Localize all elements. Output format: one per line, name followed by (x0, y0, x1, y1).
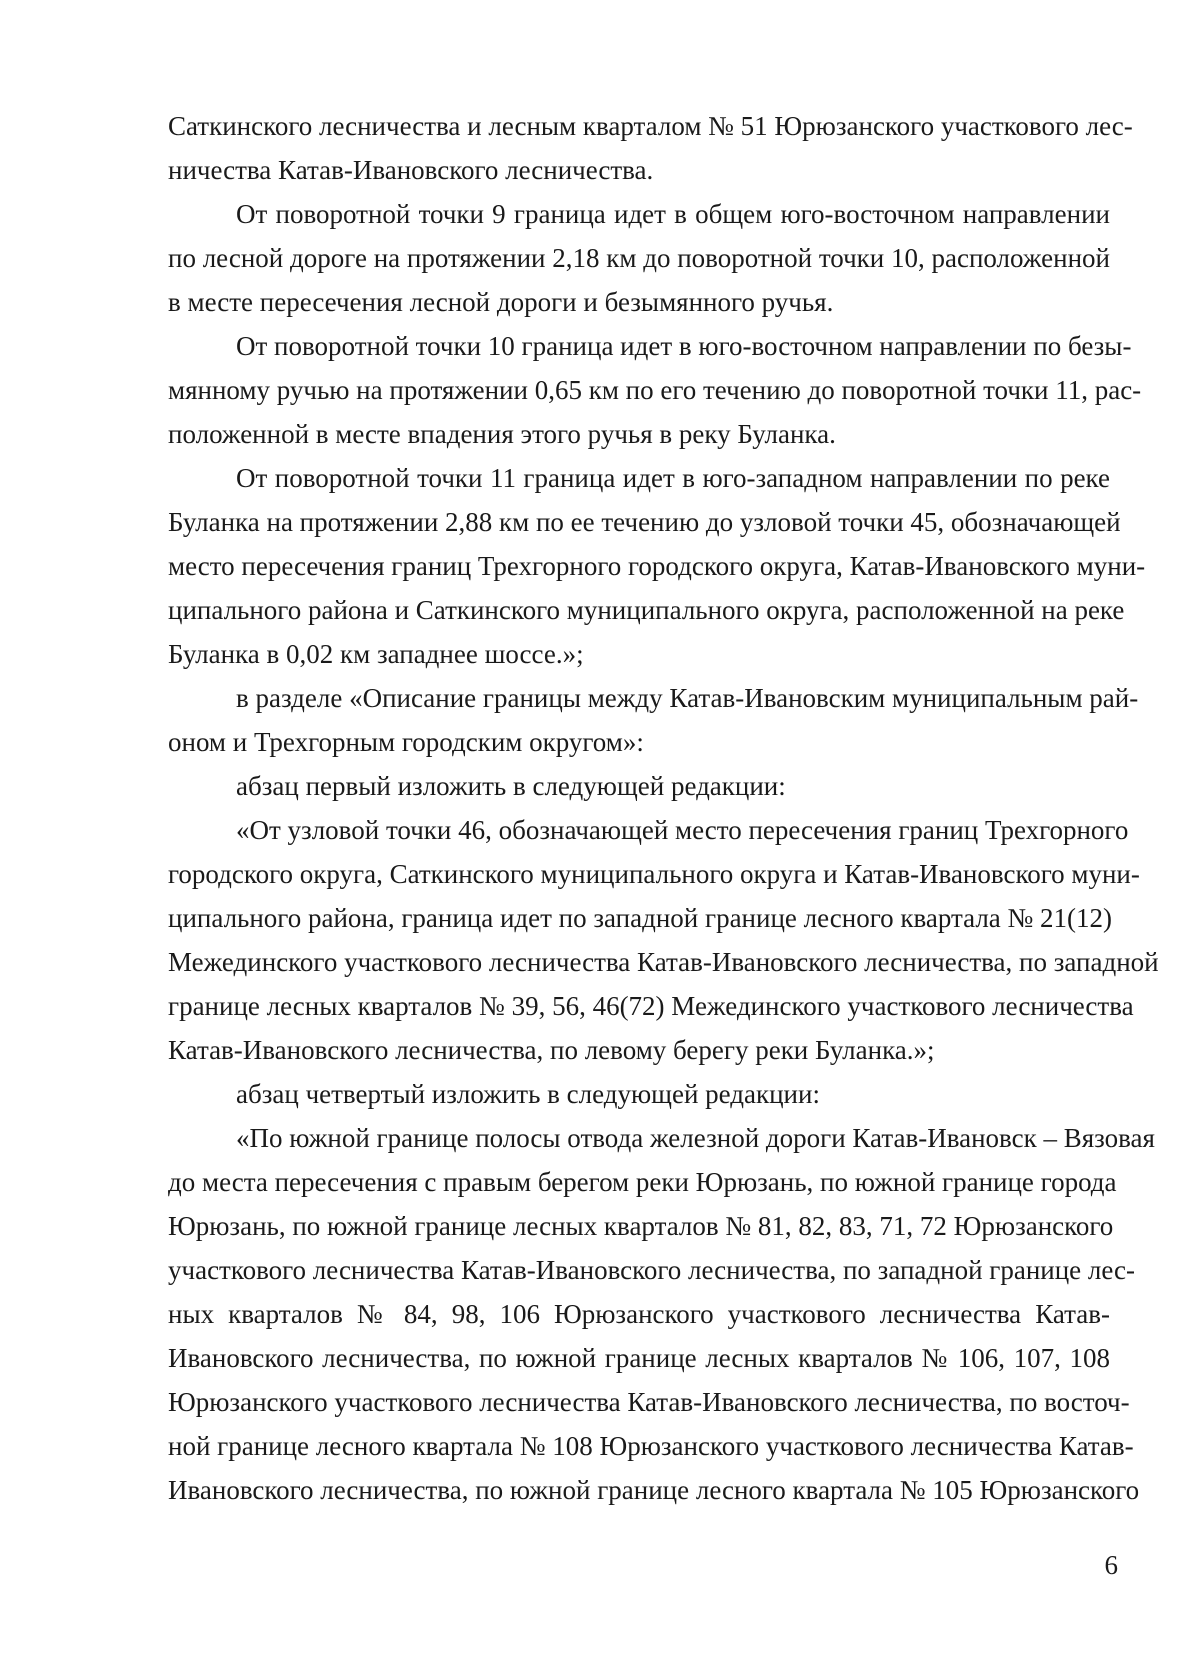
text-line: мянному ручью на протяжении 0,65 км по его течению до поворотной точки 11, рас- (168, 375, 1142, 405)
text-line: границе лесных кварталов № 39, 56, 46(72) Межединского участкового лесничества (168, 991, 1134, 1021)
text-line: Катав-Ивановского лесничества, по левому берегу реки Буланка.»; (168, 1035, 935, 1065)
text-line: в разделе «Описание границы между Катав-Ивановским муниципальным рай- (236, 683, 1139, 713)
text-line: абзац четвертый изложить в следующей редакции: (236, 1079, 820, 1109)
text-line: место пересечения границ Трехгорного городского округа, Катав-Ивановского муни- (168, 551, 1146, 581)
text-line: абзац первый изложить в следующей редакции: (236, 771, 786, 801)
text-line: участкового лесничества Катав-Ивановского лесничества, по западной границе лес- (168, 1255, 1136, 1285)
text-line: ных кварталов № 84, 98, 106 Юрюзанского участкового лесничества Катав- (168, 1299, 1110, 1329)
text-line: Ивановского лесничества, по южной границе лесного квартала № 105 Юрюзанского (168, 1475, 1140, 1505)
text-line: ципального района и Саткинского муниципального округа, расположенной на реке (168, 595, 1125, 625)
page-number: 6 (1104, 1550, 1118, 1580)
text-line: Межединского участкового лесничества Катав-Ивановского лесничества, по западной (168, 947, 1159, 977)
text-line: городского округа, Саткинского муниципального округа и Катав-Ивановского муни- (168, 859, 1140, 889)
text-line: Юрюзань, по южной границе лесных кварталов № 81, 82, 83, 71, 72 Юрюзанского (168, 1211, 1114, 1241)
text-line: оном и Трехгорным городским округом»: (168, 727, 644, 757)
text-line: Саткинского лесничества и лесным кварталом № 51 Юрюзанского участкового лес- (168, 111, 1133, 141)
text-line: до места пересечения с правым берегом реки Юрюзань, по южной границе города (168, 1167, 1117, 1197)
text-line: в месте пересечения лесной дороги и безымянного ручья. (168, 287, 834, 317)
text-line: по лесной дороге на протяжении 2,18 км до поворотной точки 10, расположенной (168, 243, 1110, 273)
text-line: положенной в месте впадения этого ручья в реку Буланка. (168, 419, 836, 449)
text-line: От поворотной точки 9 граница идет в общем юго-восточном направлении (236, 199, 1110, 229)
text-line: От поворотной точки 11 граница идет в юго-западном направлении по реке (236, 463, 1110, 493)
text-line: Ивановского лесничества, по южной границе лесных кварталов № 106, 107, 108 (168, 1343, 1110, 1373)
text-line: Буланка в 0,02 км западнее шоссе.»; (168, 639, 584, 669)
document-body (168, 104, 1159, 1512)
text-line: Юрюзанского участкового лесничества Катав-Ивановского лесничества, по восточ- (168, 1387, 1130, 1417)
text-line: Буланка на протяжении 2,88 км по ее течению до узловой точки 45, обозначающей (168, 507, 1121, 537)
text-line: ничества Катав-Ивановского лесничества. (168, 155, 654, 185)
text-line: ной границе лесного квартала № 108 Юрюзанского участкового лесничества Катав- (168, 1431, 1134, 1461)
text-line: «По южной границе полосы отвода железной дороги Катав-Ивановск – Вязовая (236, 1123, 1155, 1153)
text-line: «От узловой точки 46, обозначающей место пересечения границ Трехгорного (236, 815, 1129, 845)
text-line: ципального района, граница идет по западной границе лесного квартала № 21(12) (168, 903, 1113, 933)
text-line: От поворотной точки 10 граница идет в юго-восточном направлении по безы- (236, 331, 1132, 361)
